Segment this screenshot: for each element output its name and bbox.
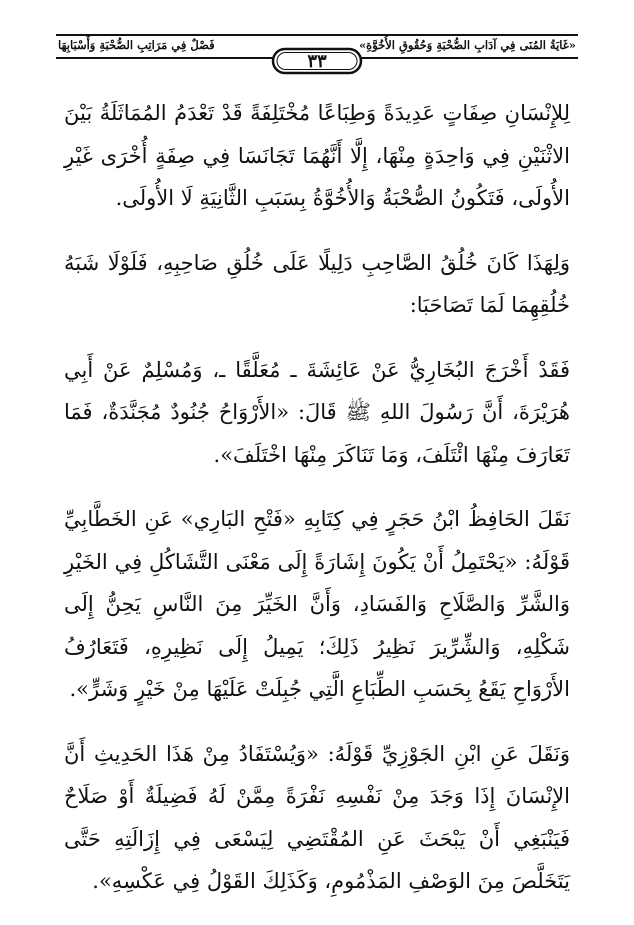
page-number-badge: [271, 47, 363, 75]
paragraph: [64, 498, 570, 711]
running-header: [56, 34, 578, 74]
page-number: ٣٣: [307, 50, 327, 72]
book-title: «غَايَةُ المُنَى فِي آدَابِ الصُّحْبَةِ وَحُقُوقِ الأُخُوَّةِ»: [358, 38, 576, 52]
page-body: [64, 92, 570, 925]
paragraph: [64, 92, 570, 220]
paragraph: [64, 242, 570, 327]
paragraph: [64, 733, 570, 903]
paragraph-text: لِلإِنْسَانِ صِفَاتٍ عَدِيدَةً وَطِبَاعًا مُخْتَلِفَةً قَدْ تَعْدَمُ المُمَاثَلَةُ بَيْنَ الاثْنَيْنِ فِي وَاحِدَةٍ مِنْهَا، إِلَّا أَنَّهُمَا تَجَانَسَا فِي صِفَةٍ أُخْرَى غَيْرِ الأُولَى، فَتَكُونُ الصُّحْبَةُ وَالأُخُوَّةُ بِسَبَبِ الثَّانِيَةِ لَا الأُولَى.: [64, 101, 570, 210]
header-top-rule: [56, 34, 578, 36]
paragraph-text: نَقَلَ الحَافِظُ ابْنُ حَجَرٍ فِي كِتَابِهِ «فَتْحِ البَارِي» عَنِ الخَطَّابِيِّ قَوْلَهُ: «يَحْتَمِلُ أَنْ يَكُونَ إِشَارَةً إِلَى مَعْنَى التَّشَاكُلِ فِي الخَيْرِ وَالشَّرِّ وَالصَّلَاحِ وَالفَسَادِ، وَأَنَّ الخَيِّرَ مِنَ النَّاسِ يَحِنُّ إِلَى شَكْلِهِ، وَالشِّرِّيرَ نَظِيرُ ذَلِكَ؛ يَمِيلُ إِلَى نَظِيرِهِ، فَتَعَارُفُ الأَرْوَاحِ يَقَعُ بِحَسَبِ الطِّبَاعِ الَّتِي جُبِلَتْ عَلَيْهَا مِنْ خَيْرٍ وَشَرٍّ».: [64, 507, 570, 701]
chapter-title: فَصْلٌ فِي مَرَاتِبِ الصُّحْبَةِ وَأَسْبَابِهَا: [58, 38, 215, 52]
paragraph-text: فَقَدْ أَخْرَجَ البُخَارِيُّ عَنْ عَائِشَةَ ـ مُعَلَّقًا ـ، وَمُسْلِمٌ عَنْ أَبِي هُرَيْرَةَ، أَنَّ رَسُولَ اللهِ ﷺ قَالَ: «الأَرْوَاحُ جُنُودٌ مُجَنَّدَةٌ، فَمَا تَعَارَفَ مِنْهَا ائْتَلَفَ، وَمَا تَنَاكَرَ مِنْهَا اخْتَلَفَ».: [64, 357, 570, 467]
paragraph: [64, 349, 570, 477]
paragraph-text: وَلِهَذَا كَانَ خُلُقُ الصَّاحِبِ دَلِيلًا عَلَى خُلُقِ صَاحِبِهِ، فَلَوْلَا شَبَهُ خُلُقِهِمَا لَمَا تَصَاحَبَا:: [64, 250, 570, 317]
paragraph-text: وَنَقَلَ عَنِ ابْنِ الجَوْزِيِّ قَوْلَهُ: «وَيُسْتَفَادُ مِنْ هَذَا الحَدِيثِ أَنَّ الإِنْسَانَ إِذَا وَجَدَ مِنْ نَفْسِهِ نَفْرَةً مِمَّنْ لَهُ فَضِيلَةٌ أَوْ صَلَاحٌ فَيَنْبَغِي أَنْ يَبْحَثَ عَنِ المُقْتَضِي لِيَسْعَى فِي إِزَالَتِهِ حَتَّى يَتَخَلَّصَ مِنَ الوَصْفِ المَذْمُومِ، وَكَذَلِكَ القَوْلُ فِي عَكْسِهِ».: [64, 741, 570, 893]
